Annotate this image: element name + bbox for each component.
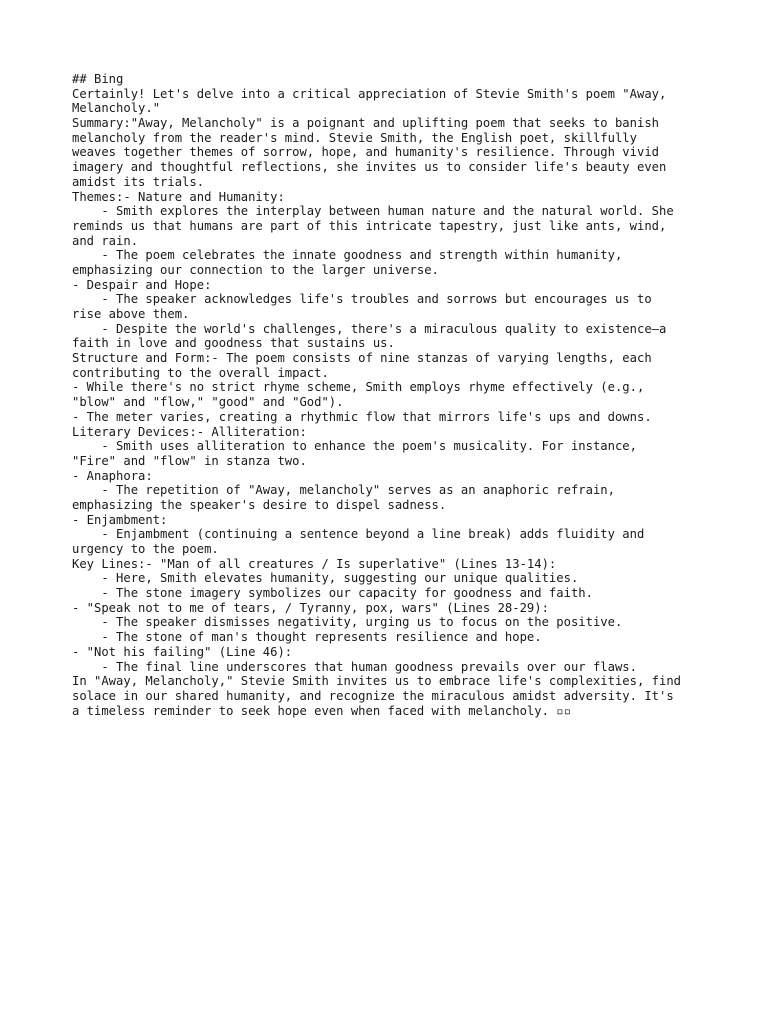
text-line: contributing to the overall impact. <box>72 365 329 380</box>
text-line: - The speaker acknowledges life's troubles and sorrows but encourages us to <box>72 292 652 307</box>
text-line: Certainly! Let's delve into a critical appreciation of Stevie Smith's poem "Away, <box>72 86 667 101</box>
text-line: melancholy from the reader's mind. Stevie Smith, the English poet, skillfully <box>72 130 637 145</box>
text-line: rise above them. <box>72 307 190 321</box>
text-line: - The speaker dismisses negativity, urging us to focus on the positive. <box>72 615 623 630</box>
text-line: reminds us that humans are part of this intricate tapestry, just like ants, wind, <box>72 218 667 233</box>
text-line: - The repetition of "Away, melancholy" serves as an anaphoric refrain, <box>72 483 615 498</box>
text-line: amidst its trials. <box>72 174 205 189</box>
text-line: Melancholy." <box>72 101 161 116</box>
text-line: - Smith explores the interplay between human nature and the natural world. She <box>72 204 674 219</box>
text-line: weaves together themes of sorrow, hope, and humanity's resilience. Through vivid <box>72 145 659 160</box>
text-line: - Here, Smith elevates humanity, suggesting our unique qualities. <box>72 571 579 586</box>
text-line: - While there's no strict rhyme scheme, Smith employs rhyme effectively (e.g., <box>72 380 645 395</box>
text-line: and rain. <box>72 233 139 248</box>
text-line: - "Speak not to me of tears, / Tyranny, pox, wars" (Lines 28-29): <box>72 600 549 615</box>
text-line: - Smith uses alliteration to enhance the poem's musicality. For instance, <box>72 439 637 454</box>
text-line: Key Lines:- "Man of all creatures / Is superlative" (Lines 13-14): <box>72 556 557 571</box>
text-line: "Fire" and "flow" in stanza two. <box>72 453 307 468</box>
text-line: emphasizing the speaker's desire to dispel sadness. <box>72 497 447 512</box>
text-line: - Anaphora: <box>72 468 153 483</box>
text-line: Structure and Form:- The poem consists of nine stanzas of varying lengths, each <box>72 351 652 366</box>
text-line: a timeless reminder to seek hope even when faced with melancholy. ▫▫ <box>72 703 571 718</box>
text-line: - Enjambment (continuing a sentence beyond a line break) adds fluidity and <box>72 527 645 542</box>
text-line: - The poem celebrates the innate goodness and strength within humanity, <box>72 248 623 263</box>
text-line: imagery and thoughtful reflections, she invites us to consider life's beauty even <box>72 160 667 175</box>
text-line: Summary:"Away, Melancholy" is a poignant and uplifting poem that seeks to banish <box>72 116 659 131</box>
text-line: urgency to the poem. <box>72 542 219 556</box>
text-line: - Despair and Hope: <box>72 277 212 292</box>
text-line: emphasizing our connection to the larger universe. <box>72 262 439 277</box>
text-line: - The final line underscores that human goodness prevails over our flaws. <box>72 659 637 674</box>
text-line: - "Not his failing" (Line 46): <box>72 644 293 659</box>
text-line: - The stone imagery symbolizes our capacity for goodness and faith. <box>72 586 593 601</box>
text-line: - Despite the world's challenges, there's a miraculous quality to existence—a <box>72 321 667 336</box>
heading-line: ## Bing <box>72 72 124 86</box>
text-line: - The stone of man's thought represents resilience and hope. <box>72 630 542 645</box>
text-line: - Enjambment: <box>72 512 168 527</box>
document-body <box>72 72 702 718</box>
text-line: faith in love and goodness that sustains us. <box>72 336 395 351</box>
text-line: Themes:- Nature and Humanity: <box>72 189 285 204</box>
text-line: solace in our shared humanity, and recognize the miraculous amidst adversity. It's <box>72 688 674 703</box>
text-line: In "Away, Melancholy," Stevie Smith invites us to embrace life's complexities, find <box>72 674 682 689</box>
text-line: "blow" and "flow," "good" and "God"). <box>72 395 344 410</box>
text-line: Literary Devices:- Alliteration: <box>72 424 307 439</box>
text-line: - The meter varies, creating a rhythmic flow that mirrors life's ups and downs. <box>72 409 652 424</box>
